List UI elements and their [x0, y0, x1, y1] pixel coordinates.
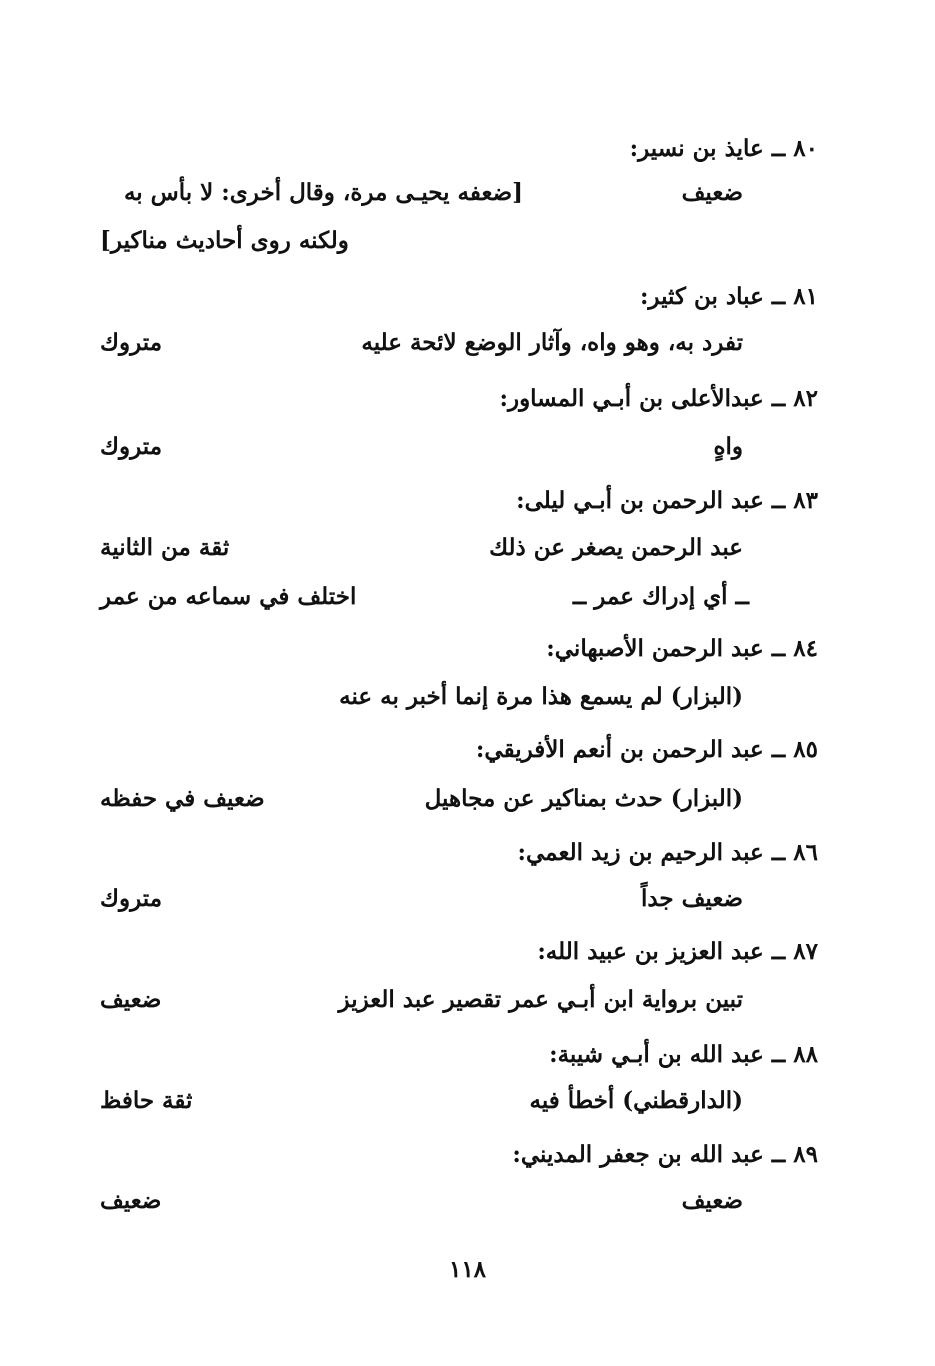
entry-89-grade: ضعيف — [100, 1187, 162, 1214]
entry-81-header: ٨١ ــ عباد بن كثير: — [639, 283, 818, 310]
entry-84-header: ٨٤ ــ عبد الرحمن الأصبهاني: — [546, 635, 818, 662]
entry-80-narration: ضعيف — [681, 179, 743, 206]
entry-87-header: ٨٧ ــ عبد العزيز بن عبيد الله: — [537, 938, 818, 965]
entry-80-header: ٨٠ ــ عايذ بن نسير: — [629, 135, 818, 162]
entry-83-comment: اختلف في سماعه من عمر — [100, 583, 357, 610]
entry-83-grade: ثقة من الثانية — [100, 534, 230, 561]
entry-87-narration: تبين برواية ابن أبـي عمر تقصير عبد العزيز — [338, 986, 743, 1013]
entry-81-narration: تفرد به، وهو واه، وآثار الوضع لائحة عليه — [361, 329, 743, 356]
entry-82-header: ٨٢ ــ عبدالأعلى بن أبـي المساور: — [499, 385, 818, 412]
entry-81-grade: متروك — [100, 329, 163, 356]
entry-80-comment-line1: [ضعفه يحيـى مرة، وقال أخرى: لا بأس به — [123, 179, 523, 206]
entry-84-narration: (البزار) لم يسمع هذا مرة إنما أخبر به عنه — [339, 683, 743, 710]
entry-85-header: ٨٥ ــ عبد الرحمن بن أنعم الأفريقي: — [475, 736, 818, 763]
entry-86-grade: متروك — [100, 885, 163, 912]
entry-86-header: ٨٦ ــ عبد الرحيم بن زيد العمي: — [517, 839, 818, 866]
entry-87-grade: ضعيف — [100, 986, 162, 1013]
entry-88-header: ٨٨ ــ عبد الله بن أبـي شيبة: — [549, 1041, 818, 1068]
entry-82-grade: متروك — [100, 433, 163, 460]
entry-83-header: ٨٣ ــ عبد الرحمن بن أبـي ليلى: — [516, 487, 818, 514]
entry-89-header: ٨٩ ــ عبد الله بن جعفر المديني: — [512, 1141, 818, 1168]
entry-86-narration: ضعيف جداً — [640, 885, 743, 912]
entry-83-narration-1: عبد الرحمن يصغر عن ذلك — [489, 534, 743, 561]
entry-85-grade: ضعيف في حفظه — [100, 785, 265, 812]
entry-89-narration: ضعيف — [681, 1187, 743, 1214]
entry-82-narration: واهٍ — [713, 433, 743, 460]
entry-88-narration: (الدارقطني) أخطأ فيه — [529, 1087, 743, 1114]
page-number: ١١٨ — [448, 1256, 487, 1283]
entry-83-narration-2: ــ أي إدراك عمر ــ — [572, 583, 749, 610]
entry-80-comment-line2: ولكنه روى أحاديث مناكير] — [100, 227, 349, 254]
entry-85-narration: (البزار) حدث بمناكير عن مجاهيل — [424, 785, 743, 812]
entry-88-grade: ثقة حافظ — [100, 1087, 193, 1114]
